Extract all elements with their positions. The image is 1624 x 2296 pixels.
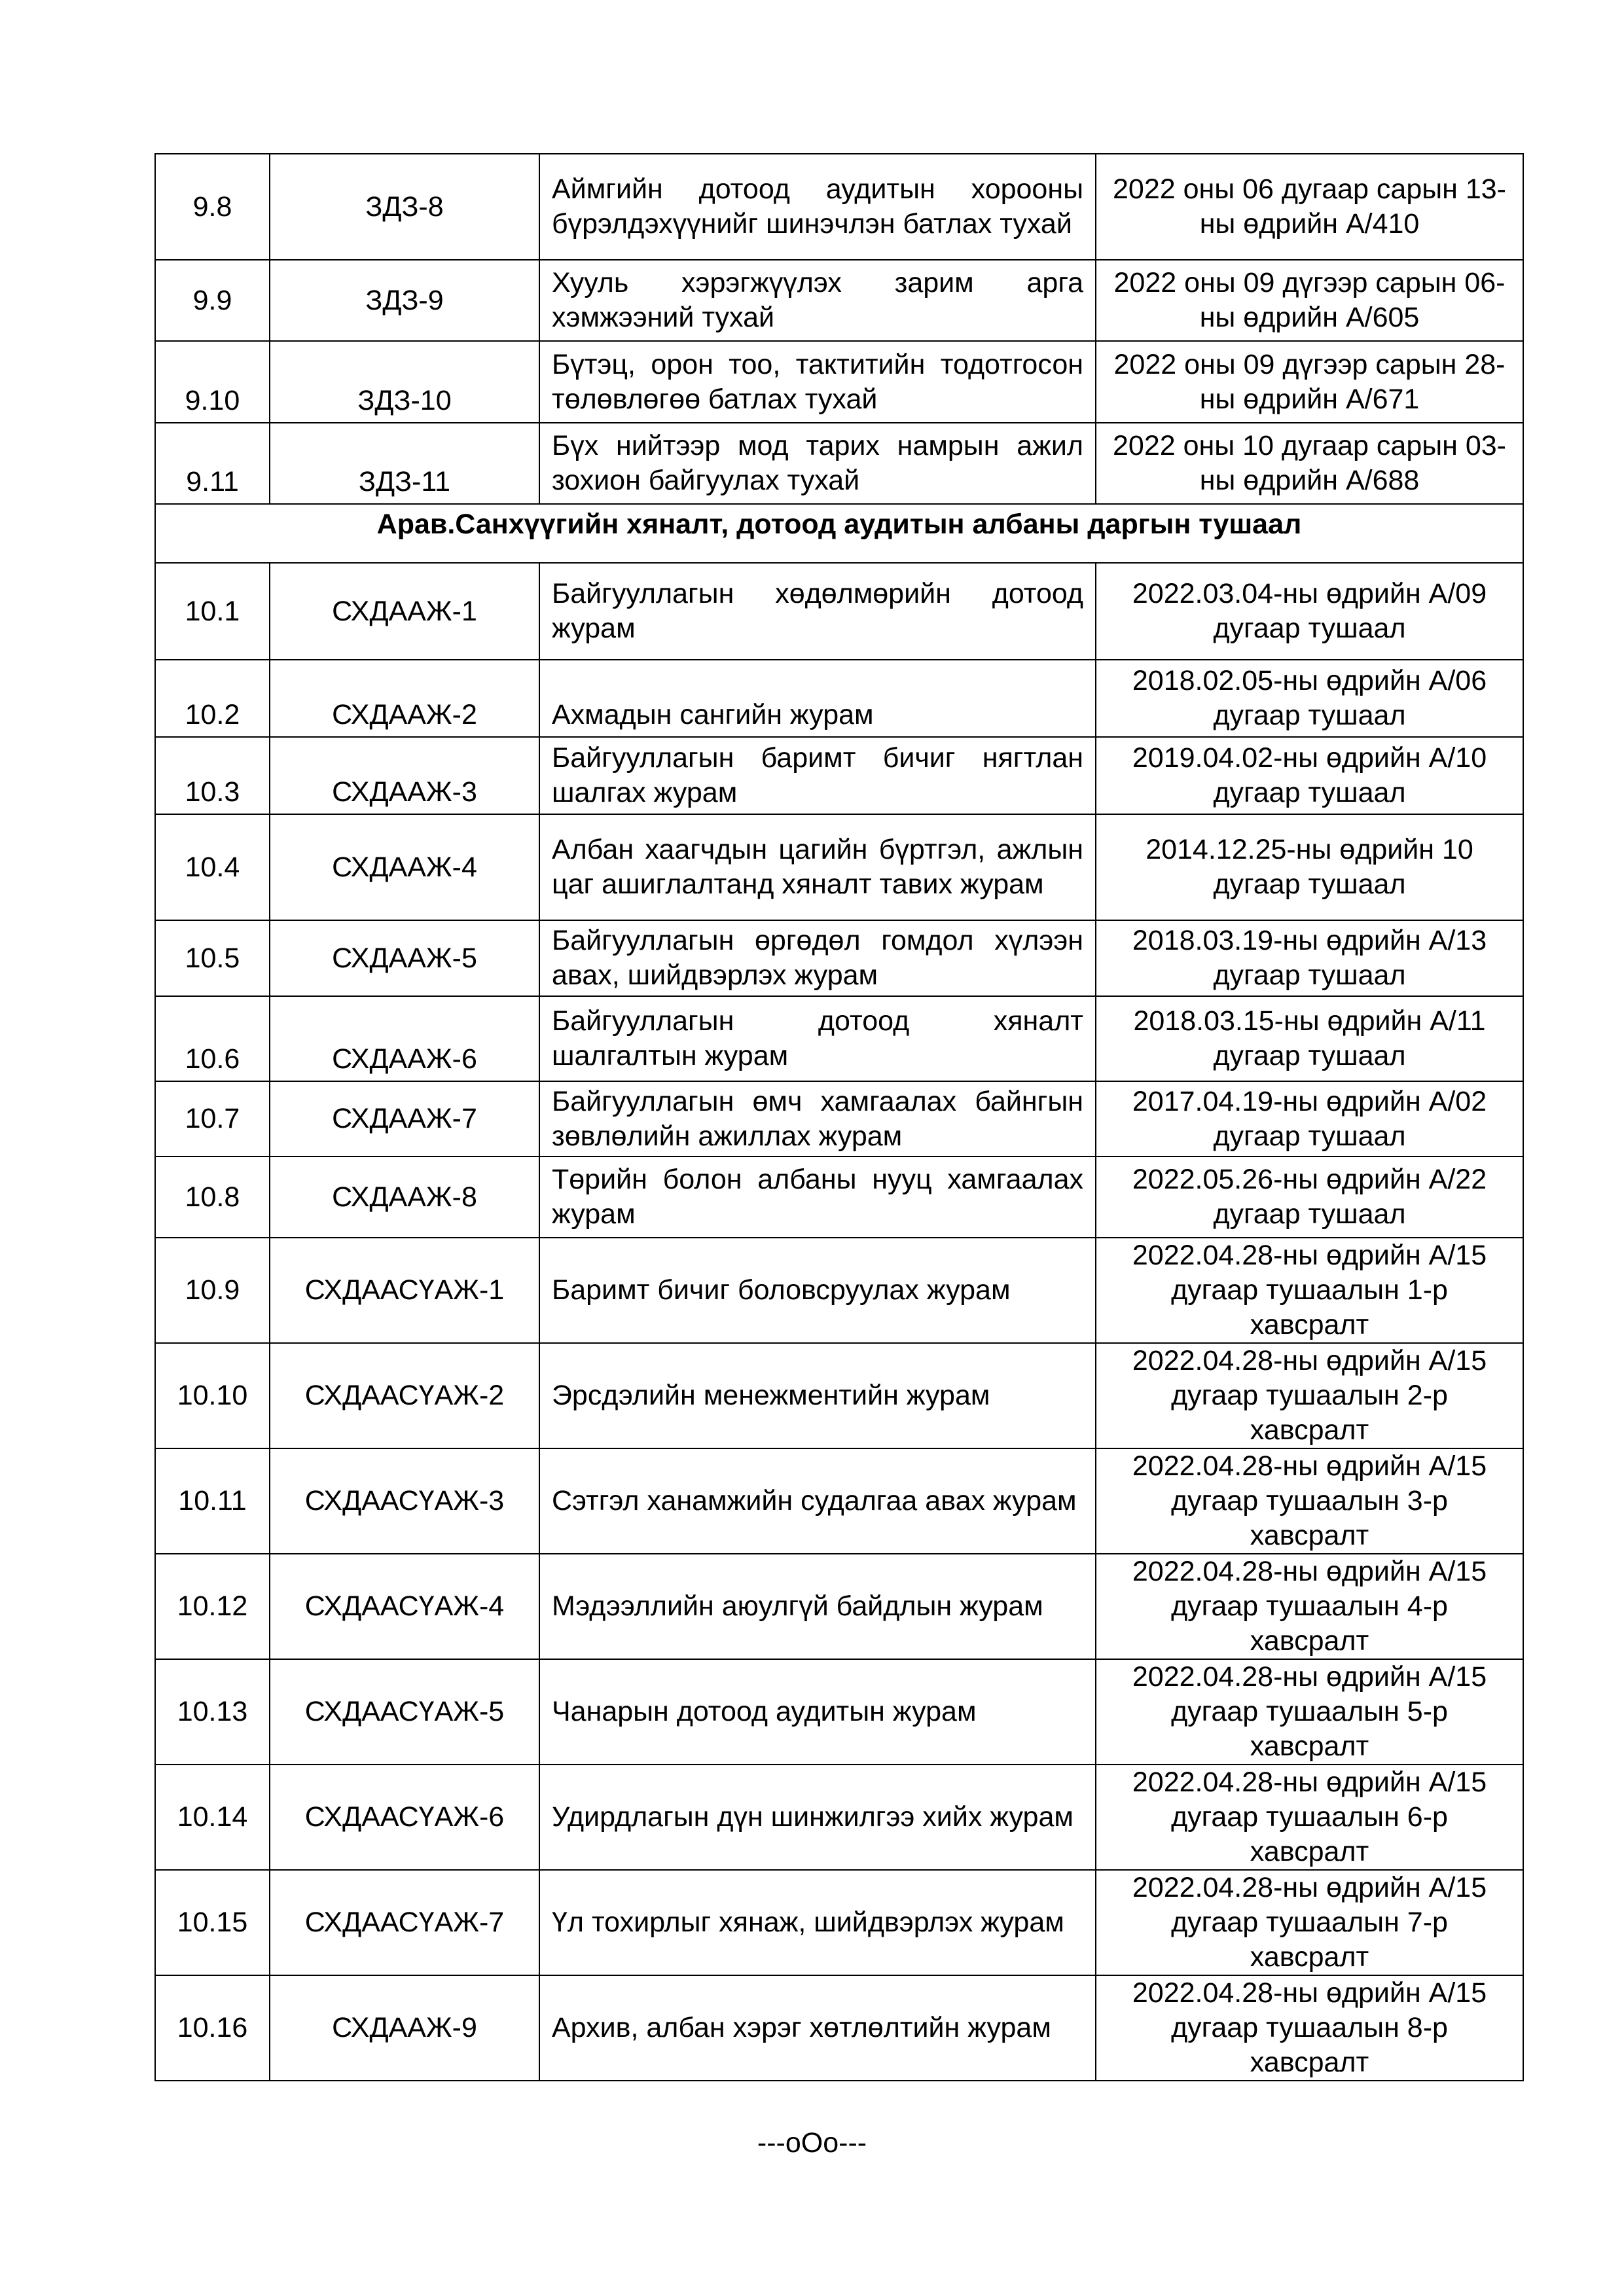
table-row bbox=[155, 154, 1523, 260]
row-order: 2022.04.28-ны өдрийн А/15 дугаар тушаалын 5-р хавсралт bbox=[1096, 1659, 1523, 1765]
table-row bbox=[155, 1081, 1523, 1157]
table-row bbox=[155, 423, 1523, 504]
row-number: 10.3 bbox=[155, 737, 270, 814]
row-number: 10.12 bbox=[155, 1554, 270, 1659]
table-row bbox=[155, 737, 1523, 814]
row-code: СХДААЖ-7 bbox=[270, 1081, 539, 1157]
row-title: Эрсдэлийн менежментийн журам bbox=[539, 1343, 1096, 1448]
row-title: Байгууллагын хөдөлмөрийн дотоод журам bbox=[539, 563, 1096, 660]
row-code: СХДААЖ-8 bbox=[270, 1157, 539, 1238]
table-row bbox=[155, 996, 1523, 1081]
row-number: 10.16 bbox=[155, 1975, 270, 2081]
row-title: Аймгийн дотоод аудитын хорооны бүрэлдэхүүнийг шинэчлэн батлах тухай bbox=[539, 154, 1096, 260]
row-title: Ахмадын сангийн журам bbox=[539, 660, 1096, 737]
row-code: СХДААСҮАЖ-3 bbox=[270, 1448, 539, 1554]
row-number: 9.8 bbox=[155, 154, 270, 260]
end-of-document-mark: ---oOo--- bbox=[757, 2127, 867, 2159]
table-row bbox=[155, 1448, 1523, 1554]
row-order: 2022 оны 06 дугаар сарын 13-ны өдрийн А/410 bbox=[1096, 154, 1523, 260]
row-number: 10.9 bbox=[155, 1238, 270, 1343]
row-code: СХДААЖ-3 bbox=[270, 737, 539, 814]
row-order: 2018.03.15-ны өдрийн А/11 дугаар тушаал bbox=[1096, 996, 1523, 1081]
row-title: Байгууллагын өргөдөл гомдол хүлээн авах, шийдвэрлэх журам bbox=[539, 920, 1096, 996]
row-title: Үл тохирлыг хянаж, шийдвэрлэх журам bbox=[539, 1870, 1096, 1975]
row-number: 10.15 bbox=[155, 1870, 270, 1975]
table-row bbox=[155, 660, 1523, 737]
row-code: СХДААСҮАЖ-1 bbox=[270, 1238, 539, 1343]
row-code: СХДААСҮАЖ-4 bbox=[270, 1554, 539, 1659]
table-row bbox=[155, 1765, 1523, 1870]
section-title: Арав.Санхүүгийн хяналт, дотоод аудитын албаны даргын тушаал bbox=[155, 504, 1523, 563]
row-order: 2022.03.04-ны өдрийн А/09 дугаар тушаал bbox=[1096, 563, 1523, 660]
table-row bbox=[155, 563, 1523, 660]
row-number: 9.9 bbox=[155, 260, 270, 341]
row-title: Төрийн болон албаны нууц хамгаалах журам bbox=[539, 1157, 1096, 1238]
row-number: 10.7 bbox=[155, 1081, 270, 1157]
row-code: ЗДЗ-8 bbox=[270, 154, 539, 260]
row-title: Байгууллагын баримт бичиг нягтлан шалгах журам bbox=[539, 737, 1096, 814]
row-code: СХДААСҮАЖ-7 bbox=[270, 1870, 539, 1975]
table-row bbox=[155, 1238, 1523, 1343]
row-number: 10.14 bbox=[155, 1765, 270, 1870]
row-number: 10.2 bbox=[155, 660, 270, 737]
row-order: 2022.04.28-ны өдрийн А/15 дугаар тушаалын 6-р хавсралт bbox=[1096, 1765, 1523, 1870]
row-number: 10.4 bbox=[155, 814, 270, 920]
table-row bbox=[155, 1659, 1523, 1765]
table-row bbox=[155, 1157, 1523, 1238]
row-code: СХДААСҮАЖ-6 bbox=[270, 1765, 539, 1870]
row-code: ЗДЗ-10 bbox=[270, 341, 539, 423]
row-title: Удирдлагын дүн шинжилгээ хийх журам bbox=[539, 1765, 1096, 1870]
row-order: 2022 оны 09 дүгээр сарын 06-ны өдрийн А/605 bbox=[1096, 260, 1523, 341]
row-code: СХДААЖ-4 bbox=[270, 814, 539, 920]
row-number: 10.1 bbox=[155, 563, 270, 660]
table-row bbox=[155, 1870, 1523, 1975]
row-order: 2017.04.19-ны өдрийн А/02 дугаар тушаал bbox=[1096, 1081, 1523, 1157]
row-number: 10.11 bbox=[155, 1448, 270, 1554]
section-header-row bbox=[155, 504, 1523, 563]
row-order: 2014.12.25-ны өдрийн 10 дугаар тушаал bbox=[1096, 814, 1523, 920]
row-order: 2022.04.28-ны өдрийн А/15 дугаар тушаалын 1-р хавсралт bbox=[1096, 1238, 1523, 1343]
row-order: 2022.04.28-ны өдрийн А/15 дугаар тушаалын 4-р хавсралт bbox=[1096, 1554, 1523, 1659]
row-order: 2022.04.28-ны өдрийн А/15 дугаар тушаалын 8-р хавсралт bbox=[1096, 1975, 1523, 2081]
row-order: 2022.04.28-ны өдрийн А/15 дугаар тушаалын 2-р хавсралт bbox=[1096, 1343, 1523, 1448]
row-title: Баримт бичиг боловсруулах журам bbox=[539, 1238, 1096, 1343]
row-number: 10.5 bbox=[155, 920, 270, 996]
row-code: СХДААСҮАЖ-2 bbox=[270, 1343, 539, 1448]
row-title: Бүтэц, орон тоо, тактитийн тодотгосон төлөвлөгөө батлах тухай bbox=[539, 341, 1096, 423]
row-title: Мэдээллийн аюулгүй байдлын журам bbox=[539, 1554, 1096, 1659]
row-number: 9.10 bbox=[155, 341, 270, 423]
row-code: СХДААЖ-2 bbox=[270, 660, 539, 737]
table-row bbox=[155, 1975, 1523, 2081]
table-row bbox=[155, 814, 1523, 920]
row-title: Байгууллагын дотоод хяналт шалгалтын журам bbox=[539, 996, 1096, 1081]
row-title: Хууль хэрэгжүүлэх зарим арга хэмжээний тухай bbox=[539, 260, 1096, 341]
table-row bbox=[155, 260, 1523, 341]
row-order: 2022.05.26-ны өдрийн А/22 дугаар тушаал bbox=[1096, 1157, 1523, 1238]
row-title: Архив, албан хэрэг хөтлөлтийн журам bbox=[539, 1975, 1096, 2081]
row-title: Чанарын дотоод аудитын журам bbox=[539, 1659, 1096, 1765]
row-code: ЗДЗ-11 bbox=[270, 423, 539, 504]
row-number: 10.6 bbox=[155, 996, 270, 1081]
row-number: 10.10 bbox=[155, 1343, 270, 1448]
row-title: Сэтгэл ханамжийн судалгаа авах журам bbox=[539, 1448, 1096, 1554]
row-number: 9.11 bbox=[155, 423, 270, 504]
row-code: ЗДЗ-9 bbox=[270, 260, 539, 341]
row-title: Байгууллагын өмч хамгаалах байнгын зөвлөлийн ажиллах журам bbox=[539, 1081, 1096, 1157]
row-order: 2018.02.05-ны өдрийн А/06 дугаар тушаал bbox=[1096, 660, 1523, 737]
table-row bbox=[155, 1554, 1523, 1659]
row-title: Албан хаагчдын цагийн бүртгэл, ажлын цаг ашиглалтанд хяналт тавих журам bbox=[539, 814, 1096, 920]
row-order: 2022.04.28-ны өдрийн А/15 дугаар тушаалын 3-р хавсралт bbox=[1096, 1448, 1523, 1554]
row-order: 2019.04.02-ны өдрийн А/10 дугаар тушаал bbox=[1096, 737, 1523, 814]
row-number: 10.13 bbox=[155, 1659, 270, 1765]
row-code: СХДААЖ-5 bbox=[270, 920, 539, 996]
row-order: 2022.04.28-ны өдрийн А/15 дугаар тушаалын 7-р хавсралт bbox=[1096, 1870, 1523, 1975]
table-row bbox=[155, 1343, 1523, 1448]
row-order: 2022 оны 09 дүгээр сарын 28-ны өдрийн А/671 bbox=[1096, 341, 1523, 423]
row-code: СХДААЖ-9 bbox=[270, 1975, 539, 2081]
table-row bbox=[155, 341, 1523, 423]
row-title: Бүх нийтээр мод тарих намрын ажил зохион байгуулах тухай bbox=[539, 423, 1096, 504]
row-order: 2018.03.19-ны өдрийн А/13 дугаар тушаал bbox=[1096, 920, 1523, 996]
row-order: 2022 оны 10 дугаар сарын 03-ны өдрийн А/688 bbox=[1096, 423, 1523, 504]
row-code: СХДААЖ-6 bbox=[270, 996, 539, 1081]
table-row bbox=[155, 920, 1523, 996]
row-code: СХДААЖ-1 bbox=[270, 563, 539, 660]
register-table bbox=[154, 153, 1524, 2081]
row-code: СХДААСҮАЖ-5 bbox=[270, 1659, 539, 1765]
row-number: 10.8 bbox=[155, 1157, 270, 1238]
